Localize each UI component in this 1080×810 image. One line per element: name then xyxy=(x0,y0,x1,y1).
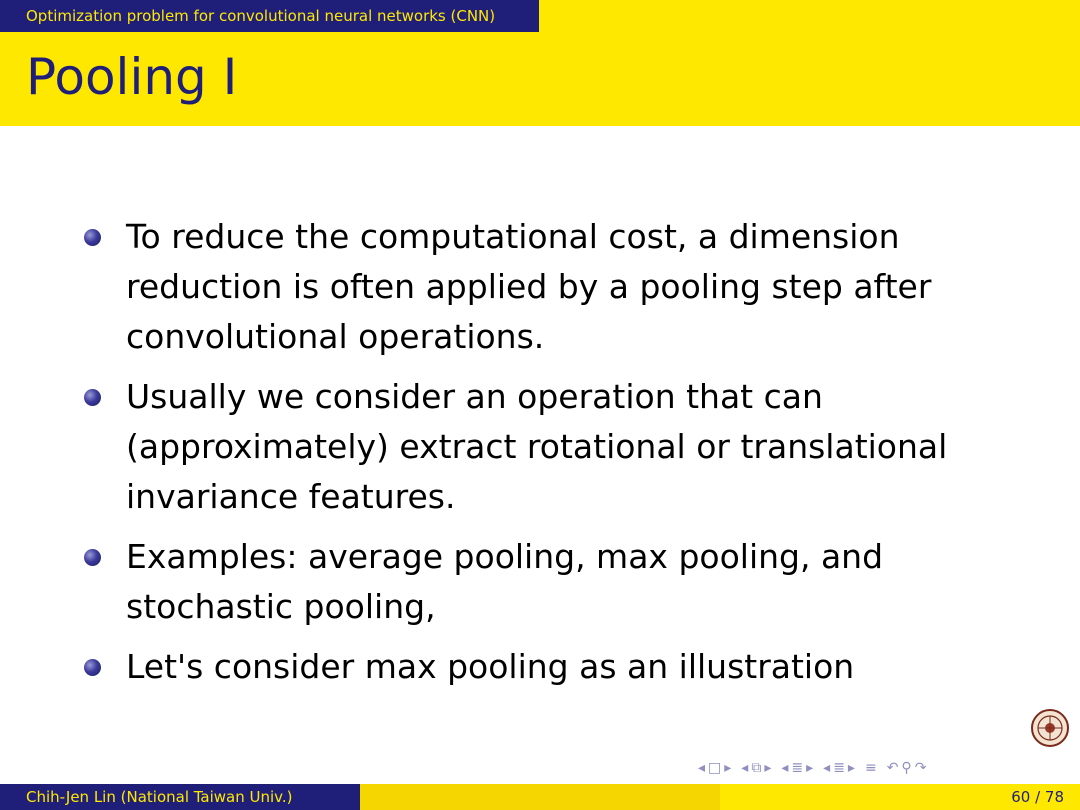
section-label: Optimization problem for convolutional neural networks (CNN) xyxy=(0,0,539,32)
bullet-text: Usually we consider an operation that can (approximately) extract rotational or translational invariance features. xyxy=(126,377,948,516)
prev-section-icon[interactable]: ◂ xyxy=(823,760,831,776)
bullet-icon xyxy=(84,389,101,406)
redo-icon[interactable]: ↷ xyxy=(914,760,927,776)
bullet-icon xyxy=(84,659,101,676)
footer-middle xyxy=(360,784,720,810)
bullet-item xyxy=(80,212,1040,362)
prev-section-icon[interactable]: ◂ xyxy=(781,760,789,776)
next-frame-icon[interactable]: ▸ xyxy=(724,760,732,776)
slide-title: Pooling I xyxy=(26,48,238,106)
bullet-list xyxy=(80,212,1040,702)
beamer-navigation xyxy=(698,757,932,779)
bullet-text: To reduce the computational cost, a dimension reduction is often applied by a pooling step after convolutional operations. xyxy=(126,217,932,356)
bullet-icon xyxy=(84,229,101,246)
search-icon[interactable]: ⚲ xyxy=(901,760,912,776)
bullet-item xyxy=(80,532,1040,632)
next-section-icon[interactable]: ▸ xyxy=(847,760,855,776)
section-icon[interactable]: ≣ xyxy=(791,760,804,776)
bullet-item xyxy=(80,642,1040,692)
bullet-icon xyxy=(84,549,101,566)
university-seal-icon xyxy=(1030,708,1070,748)
page-number: 60 / 78 xyxy=(1011,788,1064,806)
footer-author: Chih-Jen Lin (National Taiwan Univ.) xyxy=(0,784,360,810)
prev-subsection-icon[interactable]: ◂ xyxy=(741,760,749,776)
next-subsection-icon[interactable]: ▸ xyxy=(764,760,772,776)
undo-icon[interactable]: ↶ xyxy=(886,760,899,776)
bullet-item xyxy=(80,372,1040,522)
subsection-icon[interactable]: ⧉ xyxy=(751,760,762,776)
frame-icon[interactable]: □ xyxy=(708,760,722,776)
section-icon[interactable]: ≣ xyxy=(833,760,845,776)
next-section-icon[interactable]: ▸ xyxy=(806,760,814,776)
prev-frame-icon[interactable]: ◂ xyxy=(698,760,706,776)
align-icon[interactable]: ≡ xyxy=(864,760,877,776)
bullet-text: Let's consider max pooling as an illustration xyxy=(126,647,855,686)
bullet-text: Examples: average pooling, max pooling, and stochastic pooling, xyxy=(126,537,884,626)
